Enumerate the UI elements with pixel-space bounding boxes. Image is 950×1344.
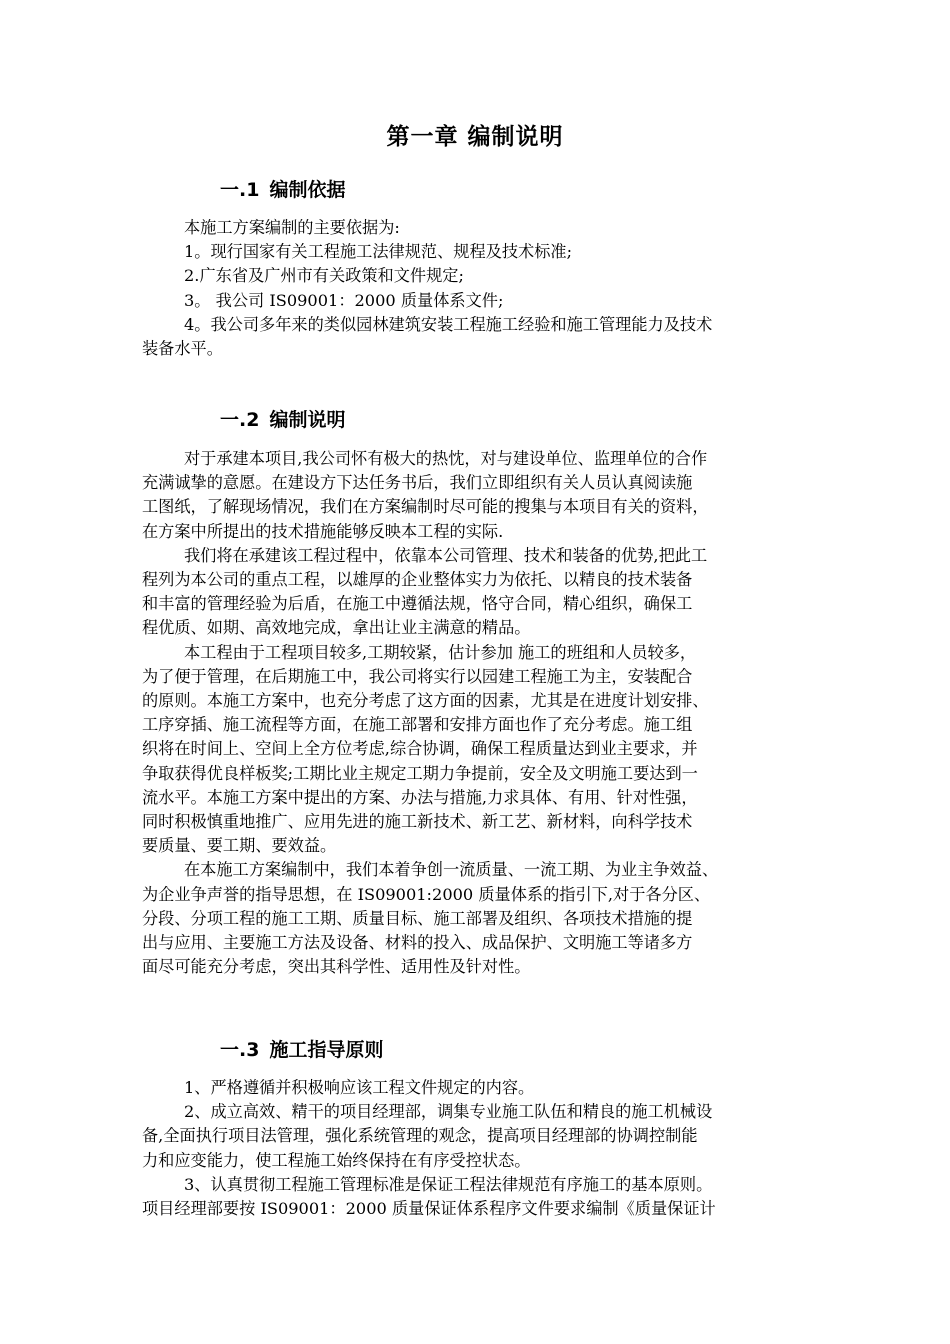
paragraph-line: 工图纸，了解现场情况，我们在方案编制时尽可能的搜集与本项目有关的资料， bbox=[142, 497, 709, 517]
chapter-title: 第一章 编制说明 bbox=[386, 124, 564, 150]
paragraph-line: 备,全面执行项目法管理，强化系统管理的观念，提高项目经理部的协调控制能 bbox=[142, 1126, 698, 1146]
paragraph-line: 要质量、要工期、要效益。 bbox=[142, 836, 337, 856]
section-body-principles bbox=[142, 1076, 808, 1221]
paragraph-line: 出与应用、主要施工方法及设备、材料的投入、成品保护、文明施工等诸多方 bbox=[142, 933, 693, 953]
paragraph-line: 在本施工方案编制中，我们本着争创一流质量、一流工期、为业主争效益、 bbox=[184, 860, 719, 880]
paragraph-line: 为企业争声誉的指导思想，在 IS09001:2000 质量体系的指引下,对于各分区、 bbox=[142, 884, 711, 904]
paragraph-line: 的原则。本施工方案中，也充分考虑了这方面的因素，尤其是在进度计划安排、 bbox=[142, 691, 709, 711]
section-title: 施工指导原则 bbox=[269, 1039, 384, 1061]
paragraph-line: 程优质、如期、高效地完成，拿出让业主满意的精品。 bbox=[142, 618, 531, 638]
paragraph-line: 项目经理部要按 IS09001：2000 质量保证体系程序文件要求编制《质量保证计 bbox=[142, 1199, 716, 1219]
section-body-description bbox=[142, 447, 808, 979]
paragraph-line: 为了便于管理，在后期施工中，我公司将实行以园建工程施工为主，安装配合 bbox=[142, 666, 693, 686]
paragraph-line: 分段、分项工程的施工工期、质量目标、施工部署及组织、各项技术措施的提 bbox=[142, 908, 693, 928]
section-heading-basis bbox=[220, 175, 345, 202]
paragraph-line: 和丰富的管理经验为后盾，在施工中遵循法规，恪守合同，精心组织，确保工 bbox=[142, 594, 693, 614]
paragraph-line: 同时积极慎重地推广、应用先进的施工新技术、新工艺、新材料，向科学技术 bbox=[142, 812, 693, 832]
paragraph-line: 面尽可能充分考虑，突出其科学性、适用性及针对性。 bbox=[142, 957, 531, 977]
paragraph-line: 1、严格遵循并积极响应该工程文件规定的内容。 bbox=[184, 1078, 535, 1097]
paragraph-line: 工序穿插、施工流程等方面，在施工部署和安排方面也作了充分考虑。施工组 bbox=[142, 715, 693, 735]
section-number: 一.2 bbox=[220, 409, 260, 431]
paragraph-line: 1。现行国家有关工程施工法律规范、规程及技术标准; bbox=[184, 242, 573, 262]
paragraph-line: 3。 我公司 IS09001：2000 质量体系文件; bbox=[184, 290, 504, 310]
paragraph-line: 充满诚挚的意愿。在建设方下达任务书后，我们立即组织有关人员认真阅读施 bbox=[142, 473, 693, 493]
paragraph-line: 对于承建本项目,我公司怀有极大的热忱，对与建设单位、监理单位的合作 bbox=[184, 449, 708, 468]
section-heading-description bbox=[220, 405, 345, 432]
paragraph-line: 装备水平。 bbox=[142, 339, 223, 359]
section-title: 编制说明 bbox=[269, 409, 346, 431]
section-number: 一.1 bbox=[220, 179, 260, 201]
paragraph-line: 我们将在承建该工程过程中，依靠本公司管理、技术和装备的优势,把此工 bbox=[184, 545, 708, 565]
paragraph-line: 本工程由于工程项目较多,工期较紧，估计参加 施工的班组和人员较多， bbox=[184, 642, 697, 662]
paragraph-line: 争取获得优良样板奖;工期比业主规定工期力争提前，安全及文明施工要达到一 bbox=[142, 763, 698, 783]
paragraph-line: 力和应变能力，使工程施工始终保持在有序受控状态。 bbox=[142, 1150, 531, 1170]
section-heading-principles bbox=[220, 1035, 383, 1062]
paragraph-line: 流水平。本施工方案中提出的方案、办法与措施,力求具体、有用、针对性强， bbox=[142, 787, 698, 807]
section-title: 编制依据 bbox=[269, 179, 346, 201]
paragraph-line: 织将在时间上、空间上全方位考虑,综合协调，确保工程质量达到业主要求，并 bbox=[142, 739, 698, 759]
paragraph-line: 2、成立高效、精干的项目经理部，调集专业施工队伍和精良的施工机械设 bbox=[184, 1102, 713, 1122]
paragraph-line: 在方案中所提出的技术措施能够反映本工程的实际. bbox=[142, 521, 504, 541]
paragraph-line: 4。我公司多年来的类似园林建筑安装工程施工经验和施工管理能力及技术 bbox=[184, 314, 713, 334]
paragraph-line: 2.广东省及广州市有关政策和文件规定; bbox=[184, 266, 464, 286]
paragraph-line: 本施工方案编制的主要依据为: bbox=[184, 218, 400, 237]
paragraph-line: 3、认真贯彻工程施工管理标准是保证工程法律规范有序施工的基本原则。 bbox=[184, 1174, 713, 1194]
paragraph-line: 程列为本公司的重点工程，以雄厚的企业整体实力为依托、以精良的技术装备 bbox=[142, 570, 693, 590]
section-number: 一.3 bbox=[220, 1039, 260, 1061]
section-body-basis bbox=[142, 216, 808, 361]
